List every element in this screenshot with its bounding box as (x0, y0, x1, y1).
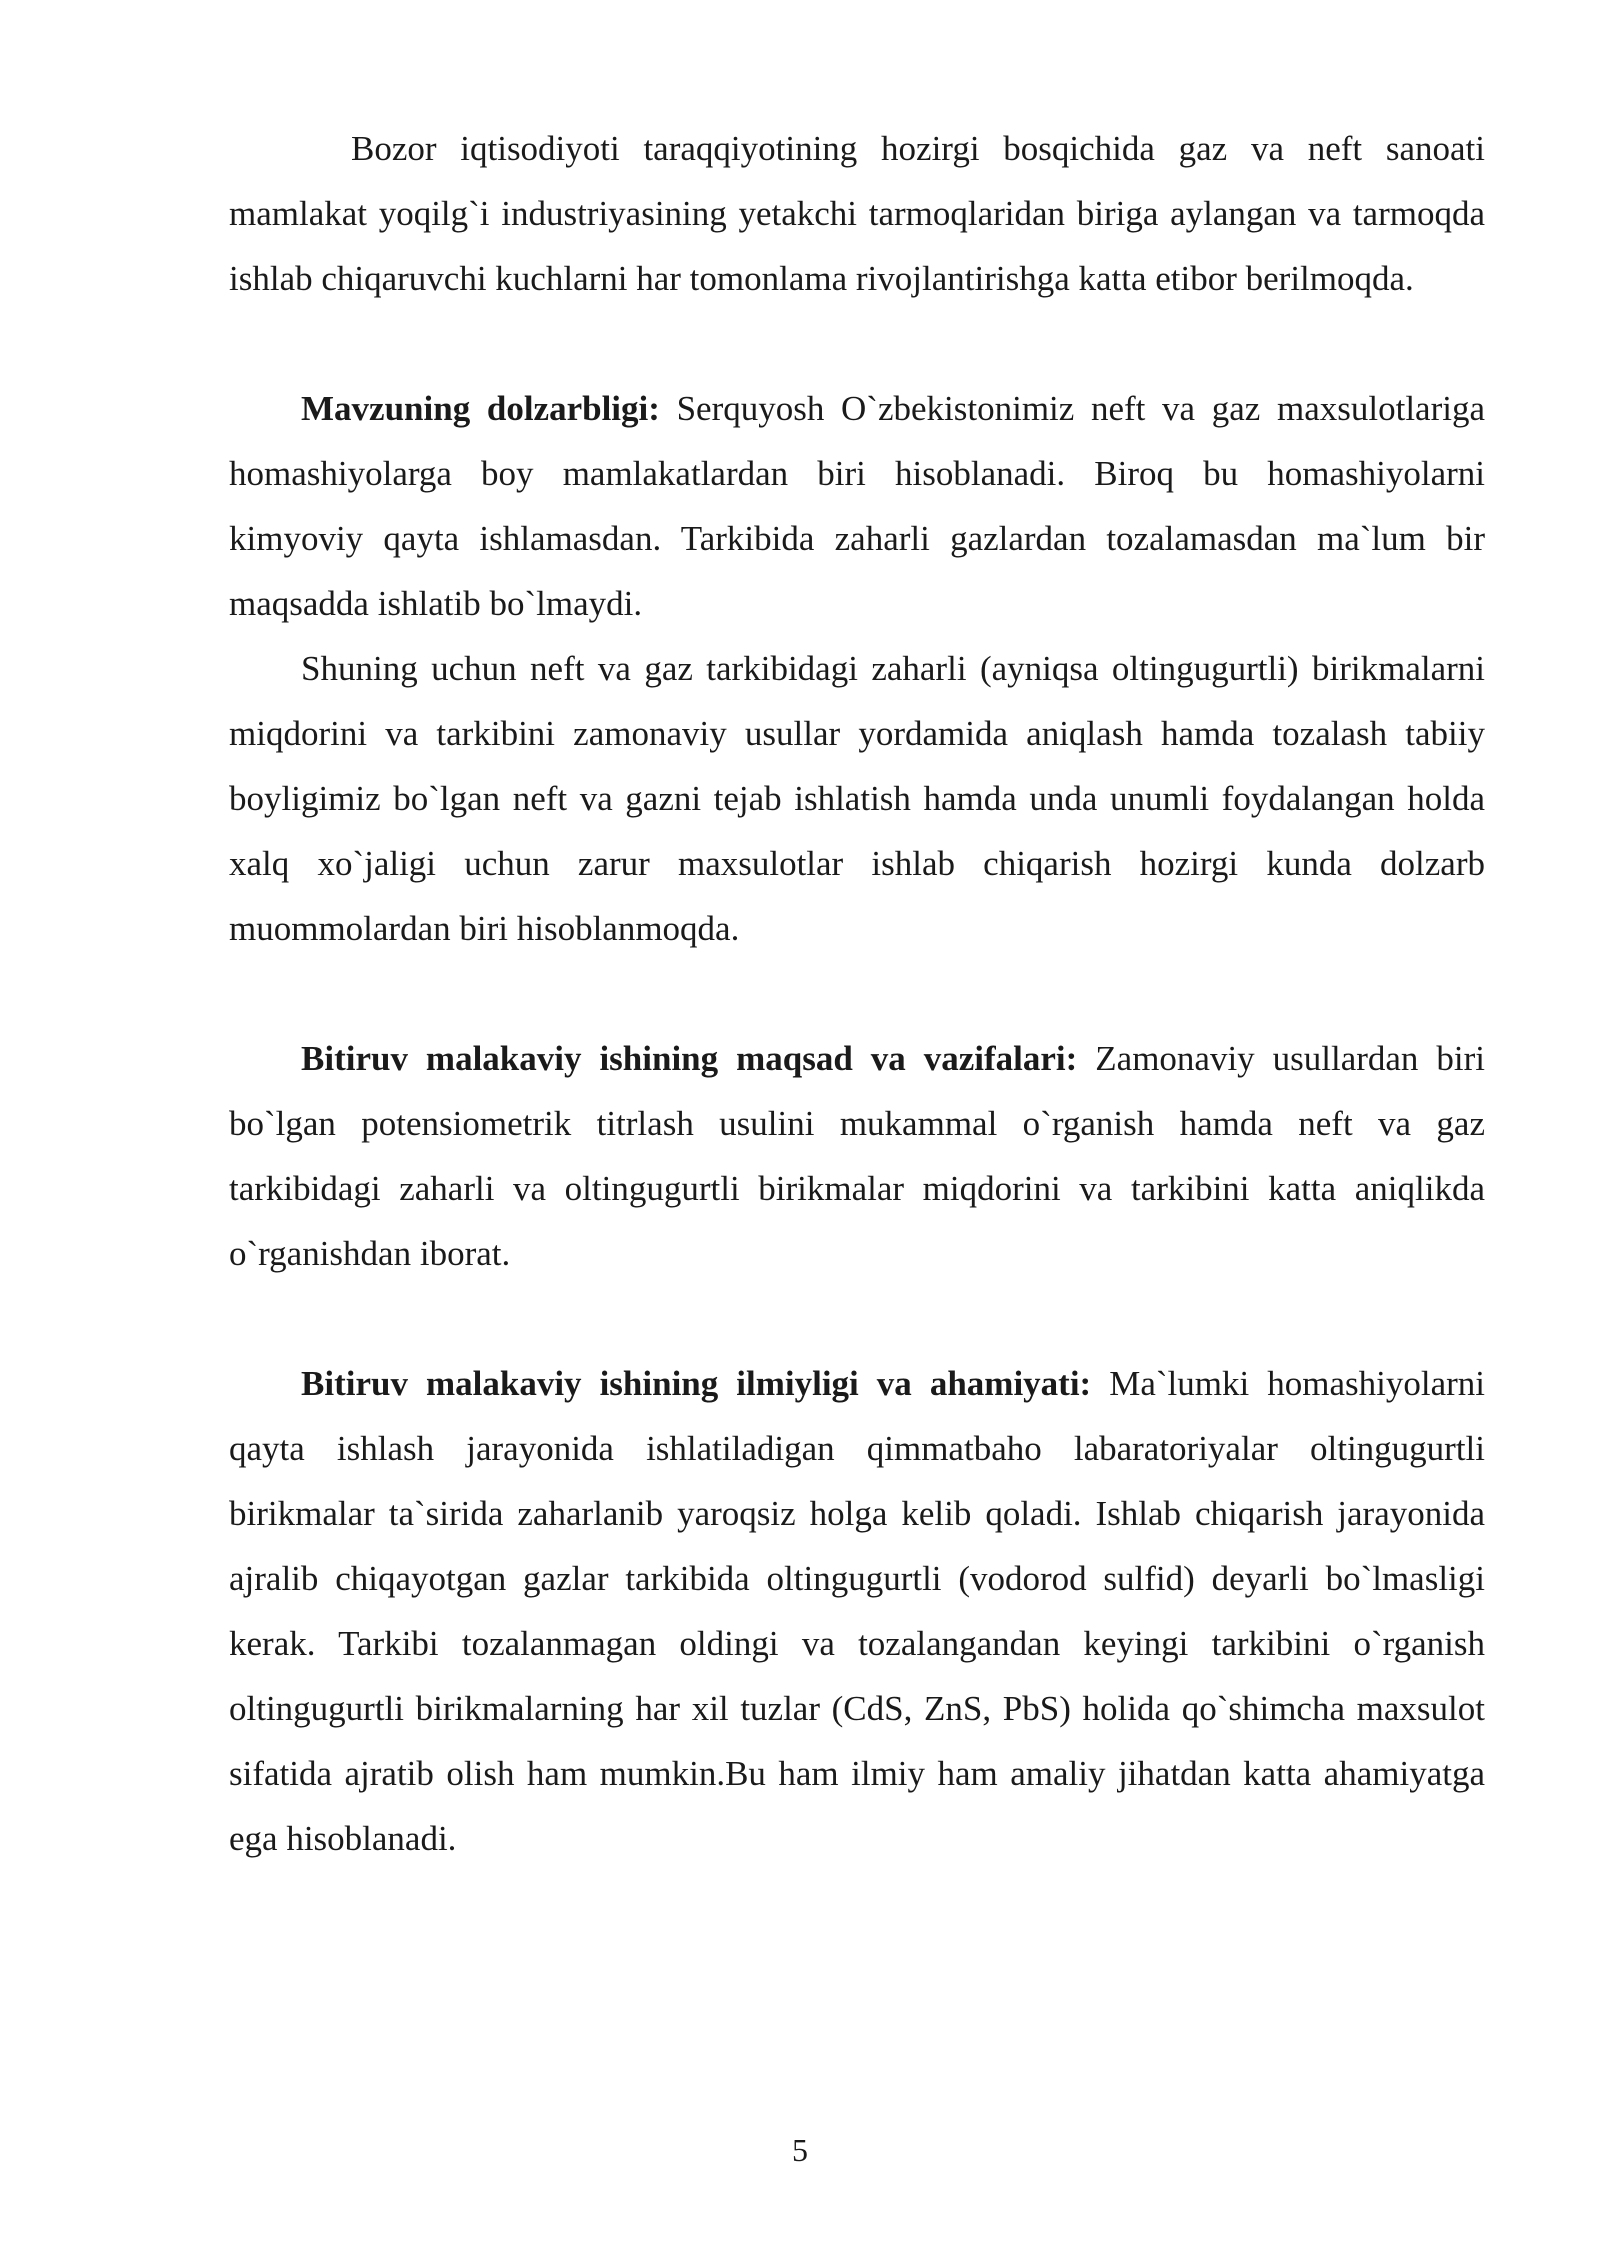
document-body (229, 116, 1485, 1871)
relevance-heading: Mavzuning dolzarbligi: (301, 389, 660, 428)
goals-paragraph (229, 1026, 1485, 1286)
page-number: 5 (792, 2132, 808, 2168)
goals-heading: Bitiruv malakaviy ishining maqsad va vazifalari: (301, 1039, 1078, 1078)
goals-text: Zamonaviy usullardan biri bo`lgan potensiometrik titrlash usulini mukammal o`rganish hamda neft va gaz tarkibidagi zaharli va oltingugurtli birikmalar miqdorini va tarkibini katta aniqlikda o`rganishdan iborat. (229, 1039, 1486, 1273)
intro-paragraph: Bozor iqtisodiyoti taraqqiyotining hozirgi bosqichida gaz va neft sanoati mamlakat yoqilg`i industriyasining yetakchi tarmoqlaridan biriga aylangan va tarmoqda ishlab chiqaruvchi kuchlarni har tomonlama rivojlantirishga katta etibor berilmoqda. (229, 129, 1485, 298)
significance-paragraph (229, 1351, 1485, 1871)
relevance-continued-paragraph: Shuning uchun neft va gaz tarkibidagi zaharli (ayniqsa oltingugurtli) birikmalarni miqdorini va tarkibini zamonaviy usullar yordamida aniqlash hamda tozalash tabiiy boyligimiz bo`lgan neft va gazni tejab ishlatish hamda unda unumli foydalangan holda xalq xo`jaligi uchun zarur maxsulotlar ishlab chiqarish hozirgi kunda dolzarb muommolardan biri hisoblanmoqda. (229, 649, 1485, 948)
relevance-paragraph (229, 376, 1485, 636)
significance-text: Ma`lumki homashiyolarni qayta ishlash jarayonida ishlatiladigan qimmatbaho labaratoriyalar oltingugurtli birikmalar ta`sirida zaharlanib yaroqsiz holga kelib qoladi. Ishlab chiqarish jarayonida ajralib chiqayotgan gazlar tarkibida oltingugurtli (vodorod sulfid) deyarli bo`lmasligi kerak. Tarkibi tozalanmagan oldingi va tozalangandan keyingi tarkibini o`rganish oltingugurtli birikmalarning har xil tuzlar (CdS, ZnS, PbS) holida qo`shimcha maxsulot sifatida ajratib olish ham mumkin.Bu ham ilmiy ham amaliy jihatdan katta ahamiyatga ega hisoblanadi. (229, 1364, 1485, 1858)
relevance-text: Serquyosh O`zbekistonimiz neft va gaz maxsulotlariga homashiyolarga boy mamlakatlardan biri hisoblanadi. Biroq bu homashiyolarni kimyoviy qayta ishlamasdan. Tarkibida zaharli gazlardan tozalamasdan ma`lum bir maqsadda ishlatib bo`lmaydi. (229, 389, 1485, 623)
significance-heading: Bitiruv malakaviy ishining ilmiyligi va ahamiyati: (301, 1364, 1092, 1403)
